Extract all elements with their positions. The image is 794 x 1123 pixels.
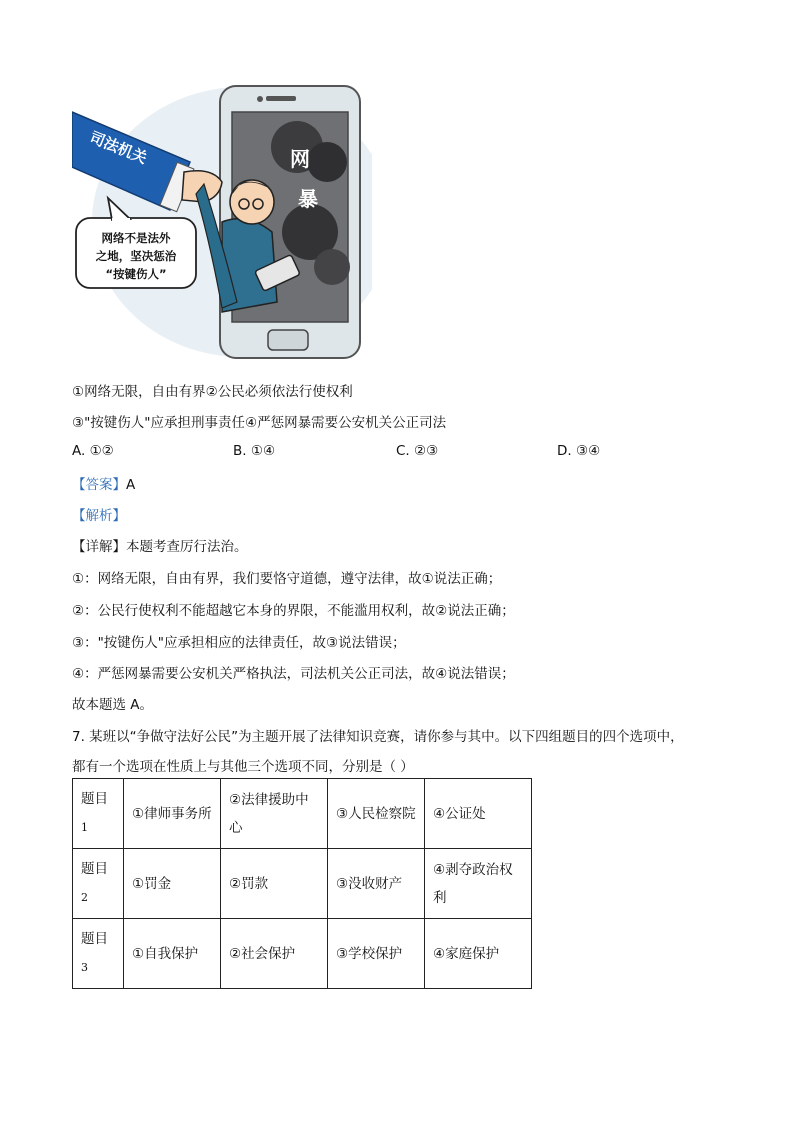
- table-row: [73, 919, 532, 989]
- table-cell: ④公证处: [425, 779, 532, 849]
- statement-line-2: ③"按键伤人"应承担刑事责任④严惩网暴需要公安机关公正司法: [72, 415, 447, 431]
- question7-line-1: 7. 某班以“争做守法好公民”为主题开展了法律知识竞赛，请你参与其中。以下四组题目的四个选项中，: [72, 729, 684, 745]
- answer-value: A: [126, 477, 136, 493]
- option-d: D. ③④: [557, 443, 601, 459]
- table-cell: ①律师事务所: [124, 779, 221, 849]
- bubble-line-3: “按键伤人”: [105, 267, 167, 281]
- detail-label: 【详解】: [72, 539, 126, 555]
- table-cell: ③没收财产: [328, 849, 425, 919]
- detail-line: [72, 535, 248, 555]
- row-head-number: 3: [81, 961, 88, 974]
- explanation-4: ④：严惩网暴需要公安机关严格执法，司法机关公正司法，故④说法错误；: [72, 666, 515, 682]
- option-c: C. ②③: [396, 443, 439, 459]
- row-head-label: 题目: [81, 931, 108, 947]
- option-b: B. ①④: [233, 443, 276, 459]
- table-row: [73, 849, 532, 919]
- explanation-3: ③："按键伤人"应承担相应的法律责任，故③说法错误；: [72, 635, 406, 651]
- table-cell: ①自我保护: [124, 919, 221, 989]
- question7-table: [72, 778, 532, 989]
- row-head-number: 2: [81, 891, 88, 904]
- row-head: [73, 779, 124, 849]
- table-cell: ②社会保护: [221, 919, 328, 989]
- detail-text: 本题考查厉行法治。: [126, 539, 248, 555]
- phone-home-button: [268, 330, 308, 350]
- phone-label-bao: 暴: [298, 187, 318, 211]
- question7-line-2: 都有一个选项在性质上与其他三个选项不同，分别是（ ）: [72, 759, 414, 775]
- row-head-number: 1: [81, 821, 88, 834]
- bubble-line-2: 之地，坚决惩治: [95, 249, 177, 263]
- option-a: A. ①②: [72, 443, 114, 459]
- table-cell: ④家庭保护: [425, 919, 532, 989]
- statement-line-1: ①网络无限，自由有界②公民必须依法行使权利: [72, 384, 353, 400]
- sleeve-label: 司法机关: [87, 128, 150, 168]
- answer-line: [72, 473, 135, 493]
- table-cell: ①罚金: [124, 849, 221, 919]
- explanation-1: ①：网络无限，自由有界，我们要恪守道德，遵守法律，故①说法正确；: [72, 571, 502, 587]
- table-cell: ④剥夺政治权利: [425, 849, 532, 919]
- row-head-label: 题目: [81, 791, 108, 807]
- row-head-label: 题目: [81, 861, 108, 877]
- table-cell: ②法律援助中心: [221, 779, 328, 849]
- row-head: [73, 849, 124, 919]
- phone-label-wang: 网: [290, 147, 310, 171]
- answer-label: 【答案】: [72, 477, 126, 493]
- table-cell: ②罚款: [221, 849, 328, 919]
- bubble-line-1: 网络不是法外: [101, 231, 171, 245]
- analysis-label: 【解析】: [72, 508, 126, 524]
- row-head: [73, 919, 124, 989]
- conclusion: 故本题选 A。: [72, 697, 154, 713]
- explanation-2: ②：公民行使权利不能超越它本身的界限，不能滥用权利，故②说法正确；: [72, 603, 515, 619]
- cartoon-illustration: [72, 72, 372, 368]
- table-row: [73, 779, 532, 849]
- table-cell: ③人民检察院: [328, 779, 425, 849]
- table-cell: ③学校保护: [328, 919, 425, 989]
